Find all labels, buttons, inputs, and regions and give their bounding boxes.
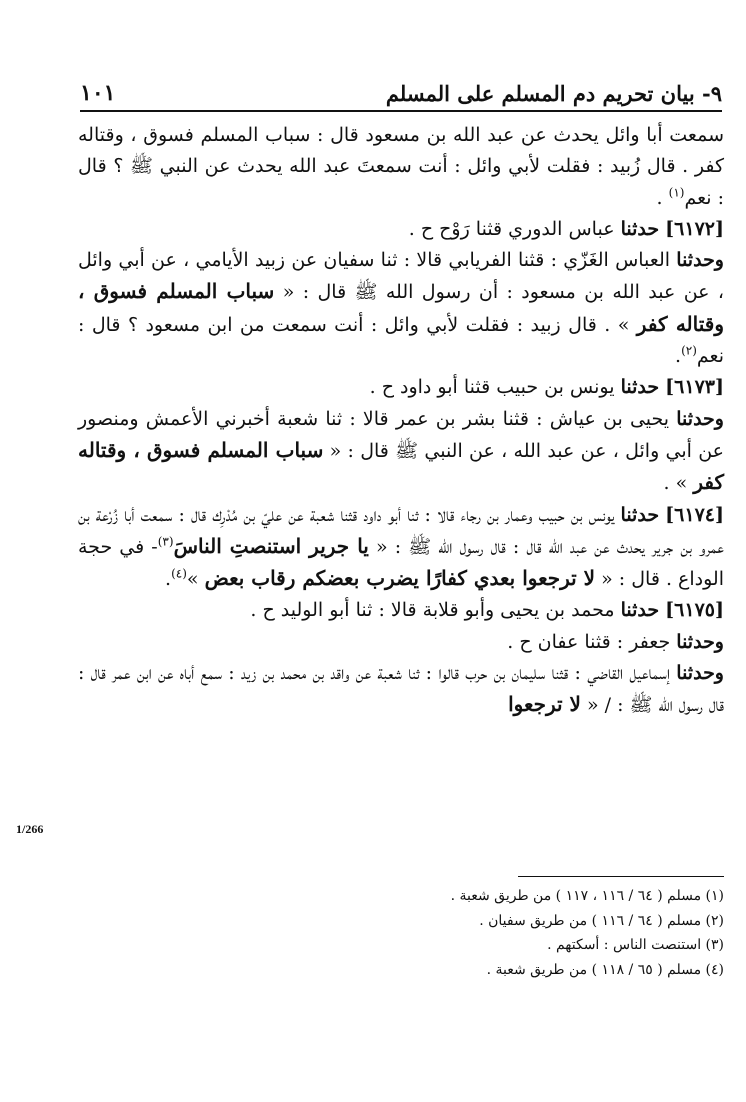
footnote: (٣) استنصت الناس : أسكتهم . [547, 937, 724, 953]
footnote-divider [518, 876, 724, 877]
footnotes [78, 884, 724, 982]
footnote: (١) مسلم ( ٦٤ / ١١٦ ، ١١٧ ) من طريق شعبة . [450, 888, 724, 904]
chapter-title: ٩- بيان تحريم دم المسلم على المسلم [385, 81, 722, 106]
hadith-6173: [٦١٧٣] حدثنا يونس بن حبيب قثنا أبو داود ح . [369, 376, 724, 399]
hadith-number: [٦١٧٤] [665, 503, 724, 526]
hadith-6175: [٦١٧٥] حدثنا محمد بن يحيى وأبو قلابة قالا : ثنا أبو الوليد ح . [250, 599, 724, 622]
hadith-6174: [٦١٧٤] حدثنا يونس بن حبيب وعمار بن رجاء قالا : ثنا أبو داود قثنا شعبة عن عليّ بن مُدْرِك قال : سمعت أبا زُرْعة بن عمرو بن جرير يحدث عن عبد الله قال : قال رسول الله ﷺ : « يا جرير استنصتِ الناسَ$^{(٣)}$- في حجة الوداع . قال : « لا ترجعوا بعدي كفارًا يضرب بعضكم رقاب بعض »$^{(٤)}$. [78, 503, 725, 591]
chain-paragraph-3: وحدثنا يحيى بن عياش : قثنا بشر بن عمر قالا : ثنا شعبة أخبرني الأعمش ومنصور عن أبي وائل ، عن عبد الله ، عن النبي ﷺ قال : « سباب المسلم فسوق ، وقتاله كفر » . [78, 407, 724, 495]
footnote-ref-1: (١) [668, 185, 685, 200]
hadith-number: [٦١٧٣] [665, 376, 724, 399]
hadith-quote: سباب المسلم فسوق ، وقتاله كفر [78, 279, 724, 336]
main-text [78, 120, 724, 722]
hadith-quote: لا ترجعوا بعدي كفارًا يضرب بعضكم رقاب بعض [204, 566, 596, 591]
header-rule [80, 110, 722, 112]
footnote-ref-2: (٢) [681, 343, 697, 358]
footnote-ref-3: (٣) [157, 534, 174, 549]
footnote: (٤) مسلم ( ٦٥ / ١١٨ ) من طريق شعبة . [486, 961, 724, 978]
page-header [80, 62, 722, 106]
footnote: (٢) مسلم ( ٦٤ / ١١٦ ) من طريق سفيان . [479, 912, 724, 929]
page-number: ١٠١ [80, 80, 116, 106]
hadith-quote: يا جرير استنصتِ الناسَ [173, 533, 369, 558]
hadith-number: [٦١٧٥] [665, 599, 724, 622]
hadith-number: [٦١٧٢] [665, 217, 724, 240]
hadith-quote: لا ترجعوا [508, 692, 581, 717]
footnote-ref-4: (٤) [171, 566, 187, 581]
paragraph-continuation: سمعت أبا وائل يحدث عن عبد الله بن مسعود قال : سباب المسلم فسوق ، وقتاله كفر . قال زُبيد : فقلت لأبي وائل : أنت سمعتَ عبد الله يحدث عن النبي ﷺ ؟ قال : نعم$^{(١)}$ . [78, 124, 724, 209]
chain-paragraph-4: وحدثنا جعفر : قثنا عفان ح . [507, 630, 724, 653]
hadith-6172: [٦١٧٢] حدثنا عباس الدوري قثنا رَوْح ح . [408, 217, 724, 240]
chain-paragraph-2: وحدثنا العباس الغَزّي : قثنا الفريابي قالا : ثنا سفيان عن زبيد الأيامي ، عن أبي وائل ، عن عبد الله بن مسعود : أن رسول الله ﷺ قال : « سباب المسلم فسوق ، وقتاله كفر » . قال زبيد : فقلت لأبي وائل : أنت سمعت من ابن مسعود ؟ قال : نعم$^{(٢)}$. [78, 249, 725, 368]
margin-folio-note: 1/266 [16, 822, 44, 836]
hadith-quote: سباب المسلم فسوق ، وقتاله كفر [78, 437, 724, 495]
chain-paragraph-5: وحدثنا إسماعيل القاضي : قثنا سليمان بن حرب قالوا : ثنا شعبة عن واقد بن محمد بن زيد : سمع أباه عن ابن عمر قال : قال رسول الله ﷺ : / « لا ترجعوا [78, 662, 724, 717]
